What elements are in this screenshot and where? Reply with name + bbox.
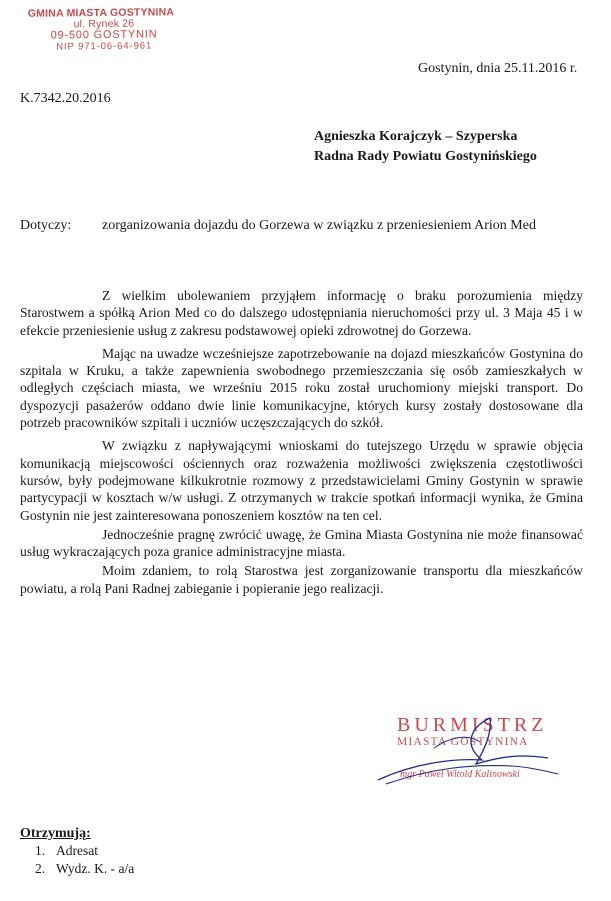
body-paragraph: W związku z napływającymi wnioskami do tutejszego Urzędu w sprawie objęcia komunikacją miejscowości ościennych oraz rozważenia możliwości zwiększenia częstotliwości kursów, były podejmowane kilkukrotnie rozmowy z przedstawicielami Gminy Gostynin w sprawie partycypacji w kosztach w/w usługi. Z otrzymanych w trakcie spotkań informacji wynika, że Gmina Gostynin nie jest zainteresowana ponoszeniem kosztów na ten cel. (20, 438, 583, 523)
signature-title: BURMISTRZ (397, 714, 548, 736)
recipients-list (35, 842, 134, 878)
body-paragraph: Moim zdaniem, to rolą Starostwa jest zorganizowanie transportu dla mieszkańców powiatu, a rolą Pani Radnej zabieganie i popieranie jego realizacji. (20, 563, 583, 596)
letter-date: Gostynin, dnia 25.11.2016 r. (418, 61, 578, 76)
recipients-heading: Otrzymują: (20, 826, 91, 841)
body-paragraph: Z wielkim ubolewaniem przyjąłem informację o braku porozumienia między Starostwem a spółką Arion Med co do dalszego udostępniania nieruchomości przy ul. 3 Maja 45 i w efekcie przeniesienie usług z zakresu podstawowej opieki zdrowotnej do Gorzewa. (20, 288, 583, 338)
handwritten-signature (372, 714, 572, 794)
recipient-name: Agnieszka Korajczyk – Szyperska (314, 129, 518, 144)
stamp-line-4: NIP 971-06-64-961 (56, 40, 153, 53)
subject-line (20, 218, 536, 234)
recipient-block (314, 127, 537, 167)
stamp-line-3: 09-500 GOSTYNIN (50, 28, 158, 42)
list-item: 1. Adresat (35, 843, 98, 858)
subject-label: Dotyczy: (20, 218, 72, 233)
reference-number: K.7342.20.2016 (20, 91, 111, 106)
letter-body (20, 287, 583, 603)
body-paragraph: Jednocześnie pragnę zwrócić uwagę, że Gmina Miasta Gostynina nie może finansować usług wykraczających poza granice administracyjne miasta. (20, 526, 583, 560)
stamp-line-2: ul. Rynek 26 (73, 17, 135, 31)
signature-name: mgr Paweł Witold Kalinowski (400, 769, 520, 780)
subject-text: zorganizowania dojazdu do Gorzewa w związku z przeniesieniem Arion Med (102, 218, 536, 233)
office-stamp (18, 7, 190, 53)
body-paragraph: Mając na uwadze wcześniejsze zapotrzebowanie na dojazd mieszkańców Gostynina do szpitala w Kruku, a także zapewnienia swobodnego przemieszczania się osób zamieszkałych w odległych częściach miasta, we wrześniu 2015 roku został uruchomiony miejski transport. Do dyspozycji pasażerów oddano dwie linie komunikacyjne, których kursy zostały dostosowane dla potrzeb pracowników szpitali i uczniów uczęszczających do szkół. (20, 345, 583, 431)
list-item: 2. Wydz. K. - a/a (35, 861, 135, 876)
signature-subtitle: MIASTA GOSTYNINA (397, 736, 529, 748)
signature-stamp (372, 714, 572, 794)
stamp-line-1: GMINA MIASTA GOSTYNINA (27, 6, 175, 20)
recipient-title: Radna Rady Powiatu Gostynińskiego (314, 149, 537, 164)
